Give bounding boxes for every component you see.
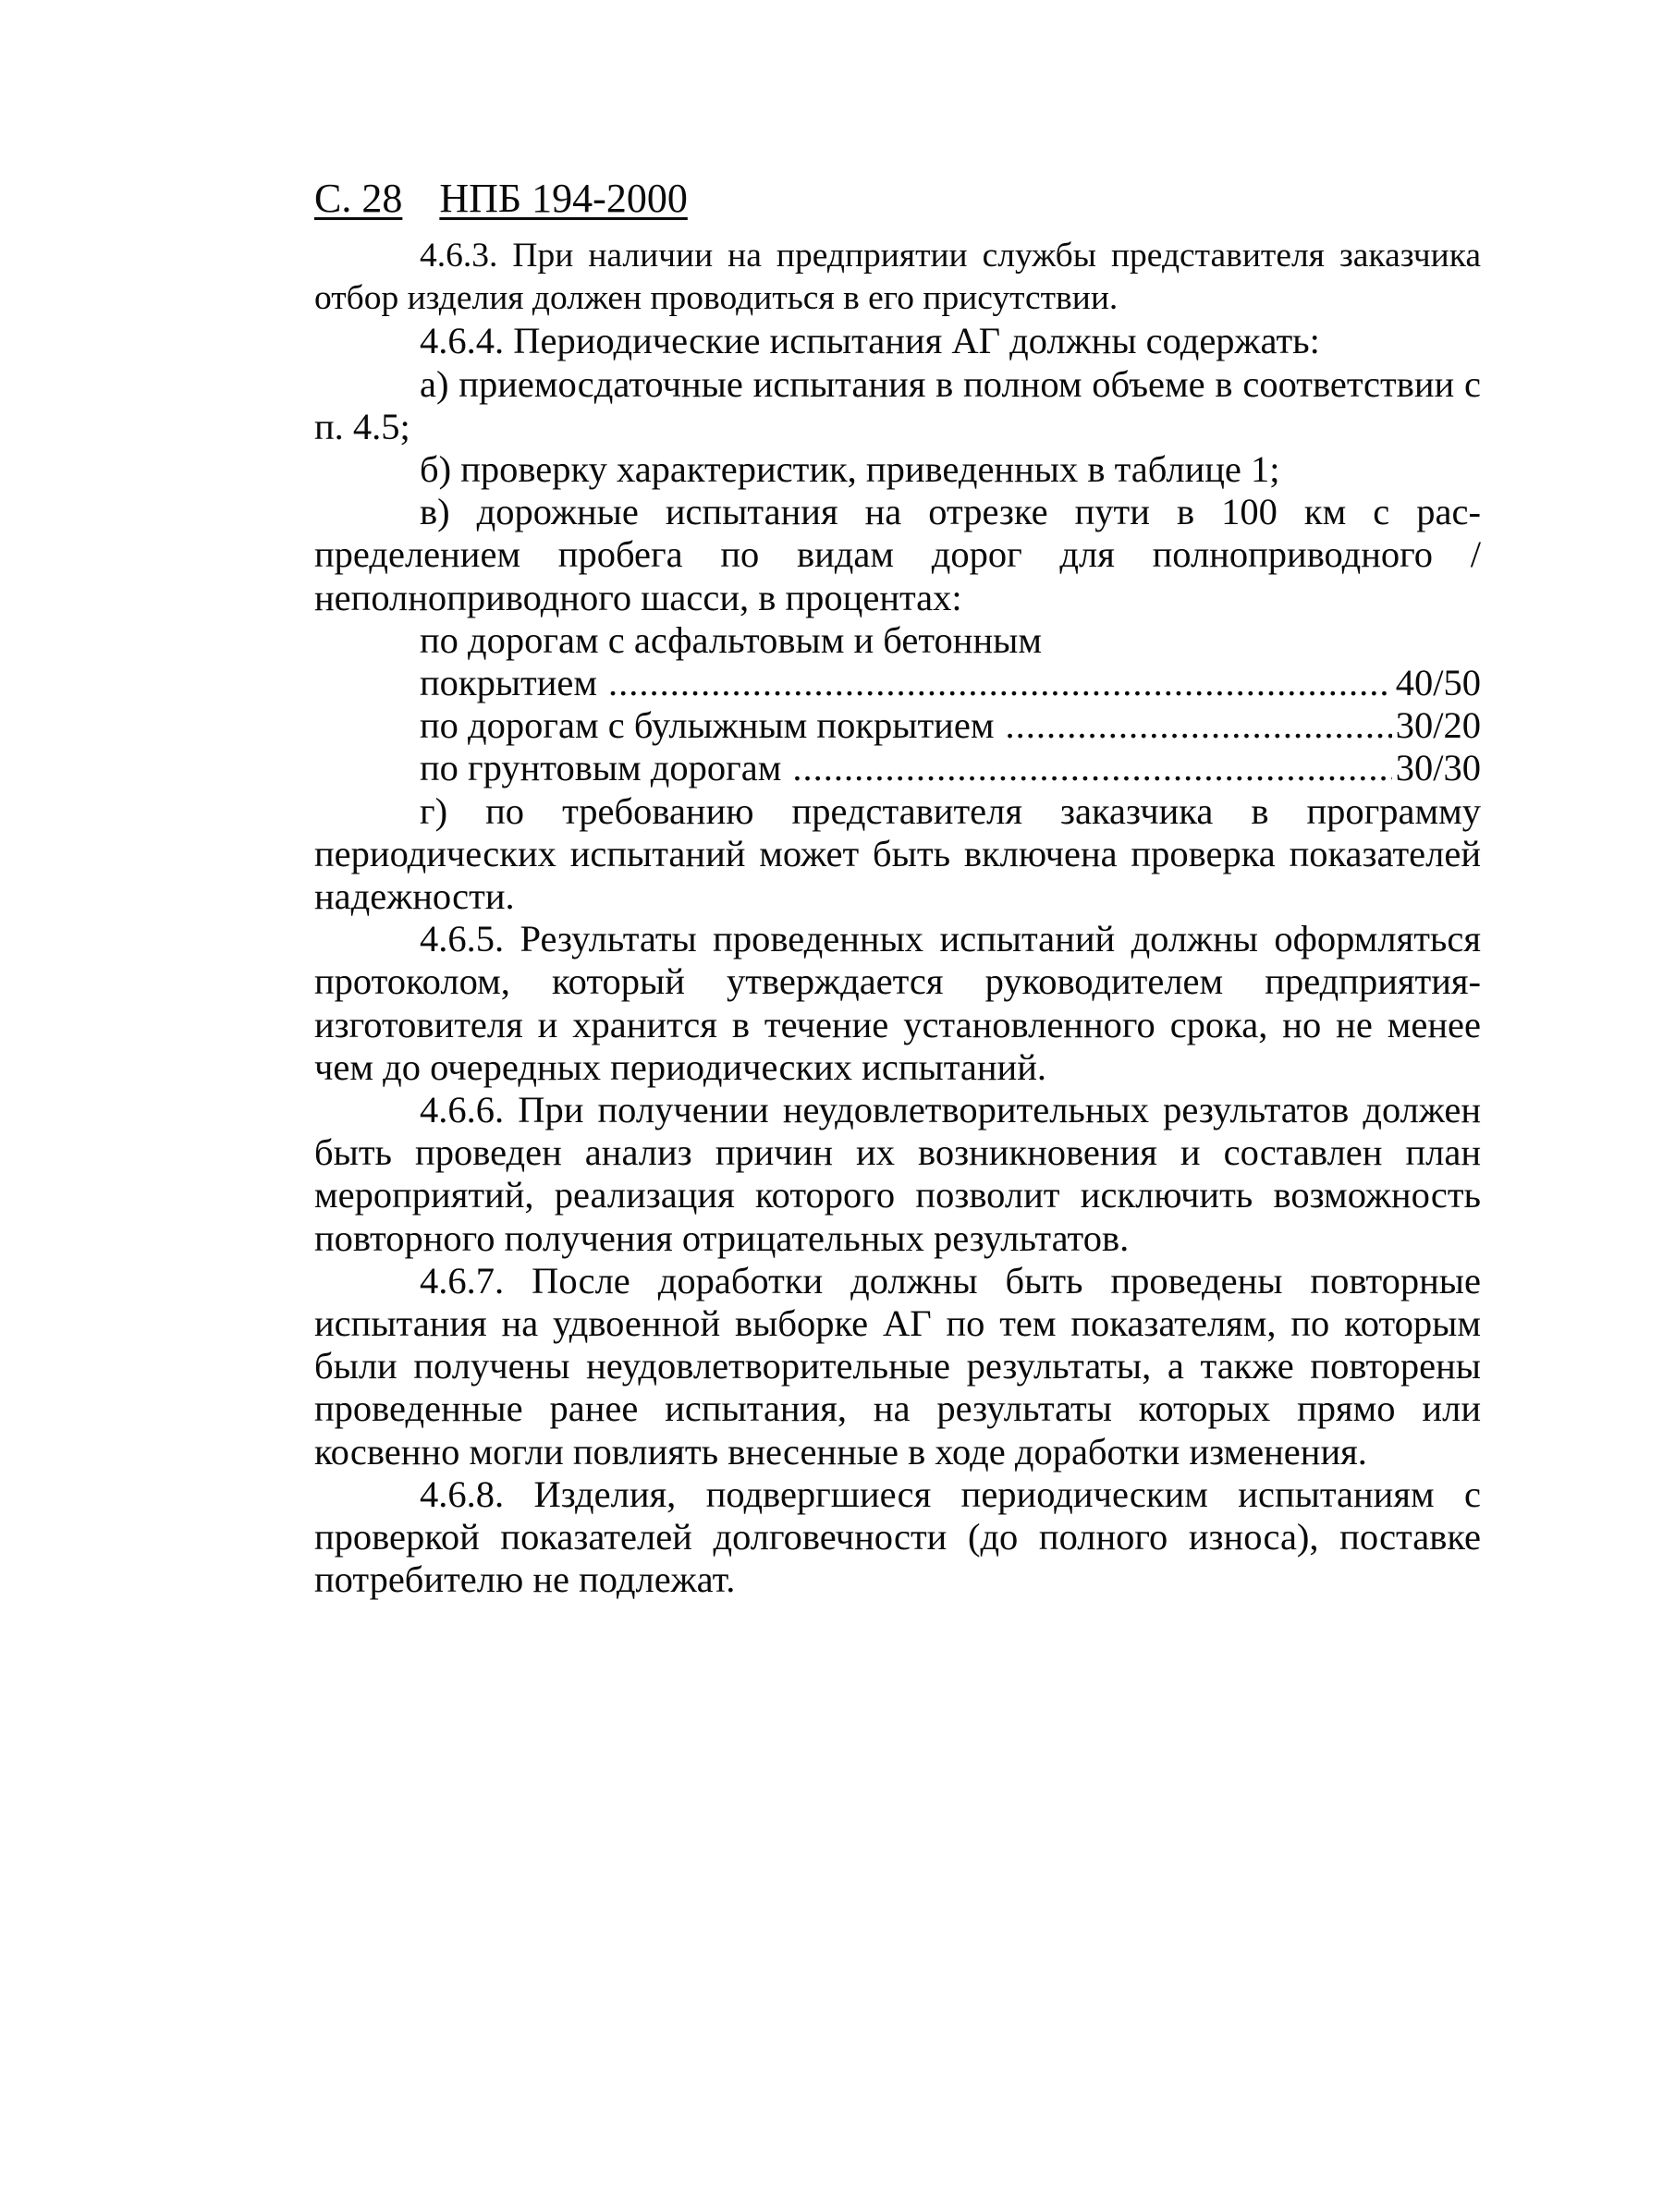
road-distribution-list [314, 619, 1481, 790]
road-row [420, 704, 1481, 747]
list-item-b: б) проверку характеристик, приведенных в таблице 1; [420, 448, 1280, 491]
dot-leader [792, 747, 1391, 789]
document-code: НПБ 194-2000 [439, 176, 688, 221]
paragraph-4-6-7: 4.6.7. После доработки должны быть проведены повторные испытания на удвоенной выборке АГ по тем показателям, по которым были получены неудовлетворительные результаты, а также повторены проведенные ранее испытания, на результаты которых прямо или косвенно могли повлиять внесенные в ходе доработки изменения. [314, 1259, 1481, 1473]
road-row-value: 40/50 [1395, 662, 1481, 704]
paragraph-4-6-6: 4.6.6. При получении неудовлетворительных результатов должен быть проведен анализ причин их возникновения и составлен план мероприятий, реализация которого позволит исключить возможность повторного получения отрицательных результатов. [314, 1089, 1481, 1259]
list-item-g: г) по требованию представителя заказчика в программу периодических испытаний может быть включена проверка показателей надежности. [314, 789, 1481, 918]
road-row-label: по дорогам с булыжным покрытием [420, 704, 995, 747]
page-number: С. 28 [314, 176, 403, 221]
paragraph-4-6-8: 4.6.8. Изделия, подвергшиеся периодическим испытаниям с проверкой показателей долговечности (до полного износа), поставке потребителю не подлежат. [314, 1473, 1481, 1601]
road-type-intro: по дорогам с асфальтовым и бетонным [420, 618, 1042, 661]
list-item-v: в) дорожные испытания на отрезке пути в 100 км с распределением пробега по видам дорог для полноприводного / неполноприводного шасси, в процентах: [314, 491, 1481, 618]
road-row [420, 747, 1481, 789]
paragraph-4-6-5: 4.6.5. Результаты проведенных испытаний должны оформляться протоколом, который утверждается руководителем предприятия-изготовителя и хранится в течение установленного срока, но не менее чем до очередных периодических испытаний. [314, 918, 1481, 1088]
paragraph-4-6-4: 4.6.4. Периодические испытания АГ должны содержать: [420, 320, 1320, 362]
paragraph-4-6-3: 4.6.3. При наличии на предприятии службы представителя заказчика отбор изделия должен проводиться в его присутствии. [314, 237, 1481, 318]
dot-leader [608, 662, 1392, 704]
road-row-label: по грунтовым дорогам [420, 747, 782, 789]
road-row-value: 30/30 [1395, 747, 1481, 789]
list-item-a: а) приемосдаточные испытания в полном объеме в соответствии с п. 4.5; [314, 362, 1481, 447]
road-row-value: 30/20 [1395, 704, 1481, 747]
dot-leader [1005, 704, 1391, 747]
road-row [420, 662, 1481, 704]
document-page [314, 176, 1481, 1602]
road-row-label: покрытием [420, 662, 598, 704]
page-header [314, 176, 1481, 222]
